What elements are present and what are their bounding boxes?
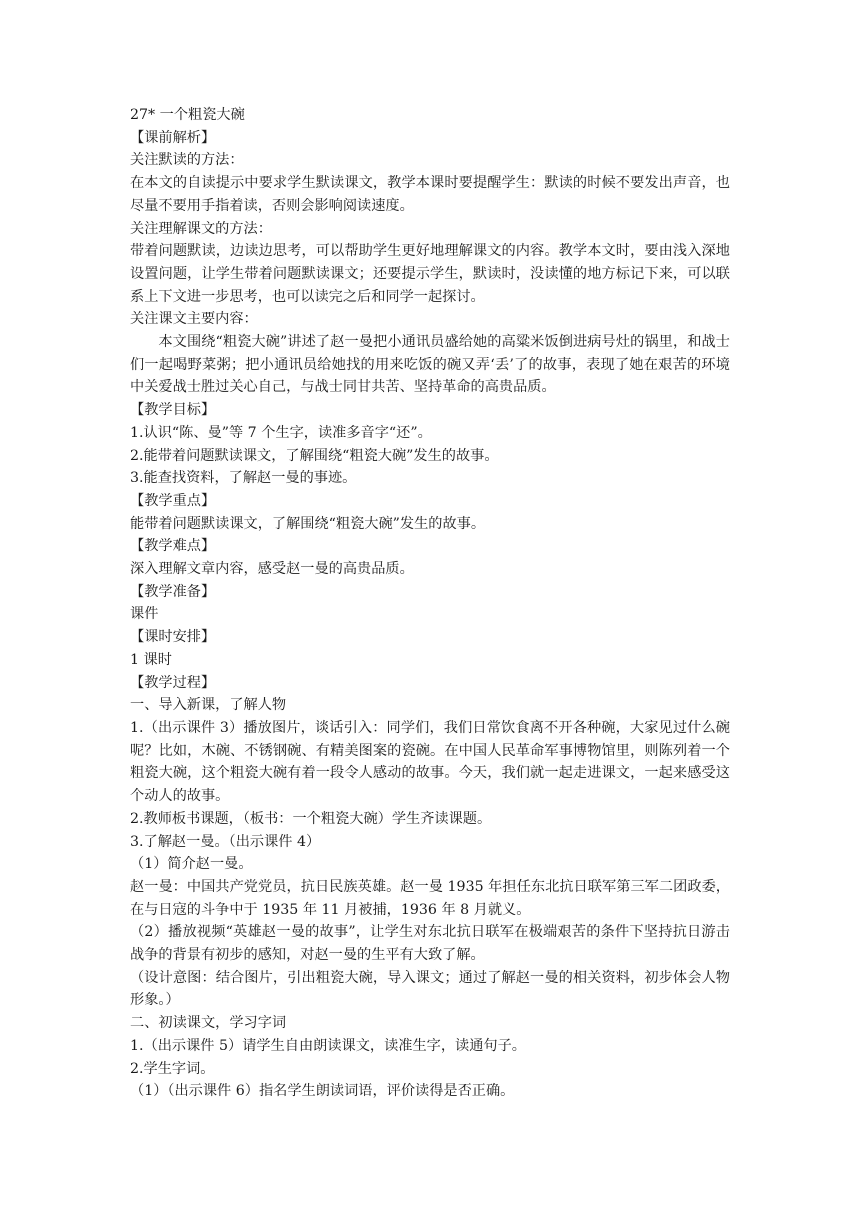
paragraph: 赵一曼：中国共产党党员，抗日民族英雄。赵一曼 1935 年担任东北抗日联军第三军二团政委，在与日寇的斗争中于 1935 年 11 月被捕，1936 年 8 月就义。 xyxy=(130,878,730,918)
paragraph: 3.能查找资料，了解赵一曼的事迹。 xyxy=(130,470,357,487)
paragraph: 深入理解文章内容，感受赵一曼的高贵品质。 xyxy=(130,561,414,578)
paragraph: 【教学准备】 xyxy=(130,583,216,600)
paragraph: （设计意图：结合图片，引出粗瓷大碗，导入课文；通过了解赵一曼的相关资料，初步体会人物形象。） xyxy=(130,969,730,1009)
paragraph: （2）播放视频“英雄赵一曼的故事”，让学生对东北抗日联军在极端艰苦的条件下坚持抗日游击战争的背景有初步的感知，对赵一曼的生平有大致了解。 xyxy=(130,924,730,964)
paragraph: 关注理解课文的方法： xyxy=(130,220,272,237)
paragraph: 2.学生字词。 xyxy=(130,1060,215,1077)
paragraph: 【教学目标】 xyxy=(130,402,216,419)
paragraph: 【教学重点】 xyxy=(130,492,216,509)
paragraph: 【教学难点】 xyxy=(130,538,216,555)
paragraph: 在本文的自读提示中要求学生默读课文，教学本课时要提醒学生：默读的时候不要发出声音，也尽量不要用手指着读，否则会影响阅读速度。 xyxy=(130,175,730,214)
paragraph: 课件 xyxy=(130,606,159,623)
paragraph: 能带着问题默读课文，了解围绕“粗瓷大碗”发生的故事。 xyxy=(130,515,486,532)
paragraph: 【课前解析】 xyxy=(130,129,216,146)
paragraph: 2.能带着问题默读课文，了解围绕“粗瓷大碗”发生的故事。 xyxy=(130,447,499,464)
paragraph: 【课时安排】 xyxy=(130,629,216,646)
paragraph: （1）简介赵一曼。 xyxy=(130,856,253,873)
paragraph: （1）（出示课件 6）指名学生朗读词语，评价读得是否正确。 xyxy=(130,1083,515,1100)
paragraph: 一、导入新课，了解人物 xyxy=(130,697,287,714)
document-page xyxy=(130,104,730,1103)
paragraph: 带着问题默读，边读边思考，可以帮助学生更好地理解课文的内容。教学本文时，要由浅入深地设置问题，让学生带着问题默读课文；还要提示学生，默读时，没读懂的地方标记下来，可以联系上下文进一步思考，也可以读完之后和同学一起探讨。 xyxy=(130,243,730,305)
paragraph: 1.认识“陈、曼”等 7 个生字，读准多音字“还”。 xyxy=(130,424,432,441)
paragraph: 2.教师板书课题，（板书：一个粗瓷大碗）学生齐读课题。 xyxy=(130,810,492,827)
paragraph: 1.（出示课件 5）请学生自由朗读课文，读准生字，读通句子。 xyxy=(130,1037,526,1054)
paragraph: 二、初读课文，学习字词 xyxy=(130,1015,287,1032)
paragraph: 本文围绕“粗瓷大碗”讲述了赵一曼把小通讯员盛给她的高粱米饭倒进病号灶的锅里，和战士们一起喝野菜粥；把小通讯员给她找的用来吃饭的碗又弄‘丢’了的故事，表现了她在艰苦的环境中关爱战士胜过关心自己，与战士同甘共苦、坚持革命的高贵品质。 xyxy=(130,334,730,396)
paragraph: 1.（出示课件 3）播放图片，谈话引入：同学们，我们日常饮食离不开各种碗，大家见过什么碗呢？比如，木碗、不锈钢碗、有精美图案的瓷碗。在中国人民革命军事博物馆里，则陈列着一个粗瓷大碗，这个粗瓷大碗有着一段令人感动的故事。今天，我们就一起走进课文，一起来感受这个动人的故事。 xyxy=(130,719,730,805)
paragraph: 关注课文主要内容： xyxy=(130,311,258,328)
paragraph: 【教学过程】 xyxy=(130,674,216,691)
paragraph: 3.了解赵一曼。（出示课件 4） xyxy=(130,833,321,850)
paragraph: 关注默读的方法： xyxy=(130,152,244,169)
paragraph: 1 课时 xyxy=(130,651,172,668)
document-title: 27* 一个粗瓷大碗 xyxy=(130,107,245,123)
